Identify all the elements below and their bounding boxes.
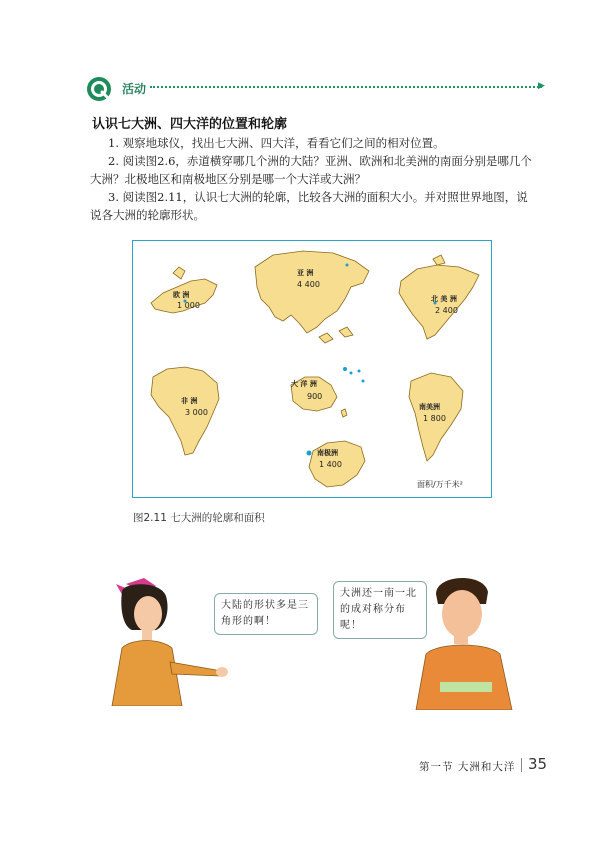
north-america-area: 2 400 bbox=[435, 306, 458, 315]
figure-caption: 图2.11 七大洲的轮廓和面积 bbox=[133, 512, 265, 524]
europe-area: 1 000 bbox=[177, 301, 200, 310]
question-1: 1. 观察地球仪，找出七大洲、四大洋，看看它们之间的相对位置。 bbox=[108, 136, 445, 150]
africa-name: 非 洲 bbox=[181, 397, 198, 405]
footer-section-title: 第一节 大洲和大洋 bbox=[419, 761, 516, 773]
south-america-area: 1 800 bbox=[423, 414, 446, 423]
area-unit-label: 面积/万千米² bbox=[417, 480, 463, 489]
oceania-area: 900 bbox=[307, 392, 323, 401]
africa-area: 3 000 bbox=[185, 408, 208, 417]
question-2-line-2: 大洲？北极地区和南极地区分别是哪一个大洋或大洲？ bbox=[90, 172, 366, 186]
europe-name: 欧 洲 bbox=[173, 291, 190, 299]
activity-divider bbox=[150, 86, 542, 88]
girl-illustration bbox=[86, 576, 236, 706]
asia-shape bbox=[255, 251, 369, 333]
asia-name: 亚 洲 bbox=[297, 269, 314, 277]
continents-figure bbox=[132, 240, 492, 498]
footer-separator bbox=[521, 758, 522, 772]
antarctica-area: 1 400 bbox=[319, 460, 342, 469]
north-america-name: 北 美 洲 bbox=[431, 295, 457, 303]
question-3-line-1: 3. 阅读图2.11，认识七大洲的轮廓，比较各大洲的面积大小。并对照世界地图，说 bbox=[108, 190, 528, 204]
page-number: 35 bbox=[528, 755, 548, 773]
girl-speech-bubble: 大陆的形状多是三角形的啊！ bbox=[214, 593, 318, 635]
boy-speech-bubble: 大洲还一南一北的成对称分布呢！ bbox=[333, 581, 427, 639]
asia-area: 4 400 bbox=[297, 280, 320, 289]
activity-icon bbox=[86, 76, 112, 102]
section-heading: 认识七大洲、四大洋的位置和轮廓 bbox=[92, 117, 288, 132]
south-america-name: 南美洲 bbox=[419, 403, 440, 411]
question-2-line-1: 2. 阅读图2.6，赤道横穿哪几个洲的大陆？亚洲、欧洲和北美洲的南面分别是哪几个 bbox=[108, 154, 532, 168]
continents-map bbox=[133, 241, 491, 497]
antarctica-name: 南极洲 bbox=[317, 449, 338, 457]
question-3-line-2: 说各大洲的轮廓形状。 bbox=[90, 208, 205, 222]
oceania-name: 大 洋 洲 bbox=[291, 380, 317, 388]
arrow-right-icon: ▶ bbox=[538, 81, 545, 91]
activity-label: 活动 bbox=[122, 82, 147, 96]
